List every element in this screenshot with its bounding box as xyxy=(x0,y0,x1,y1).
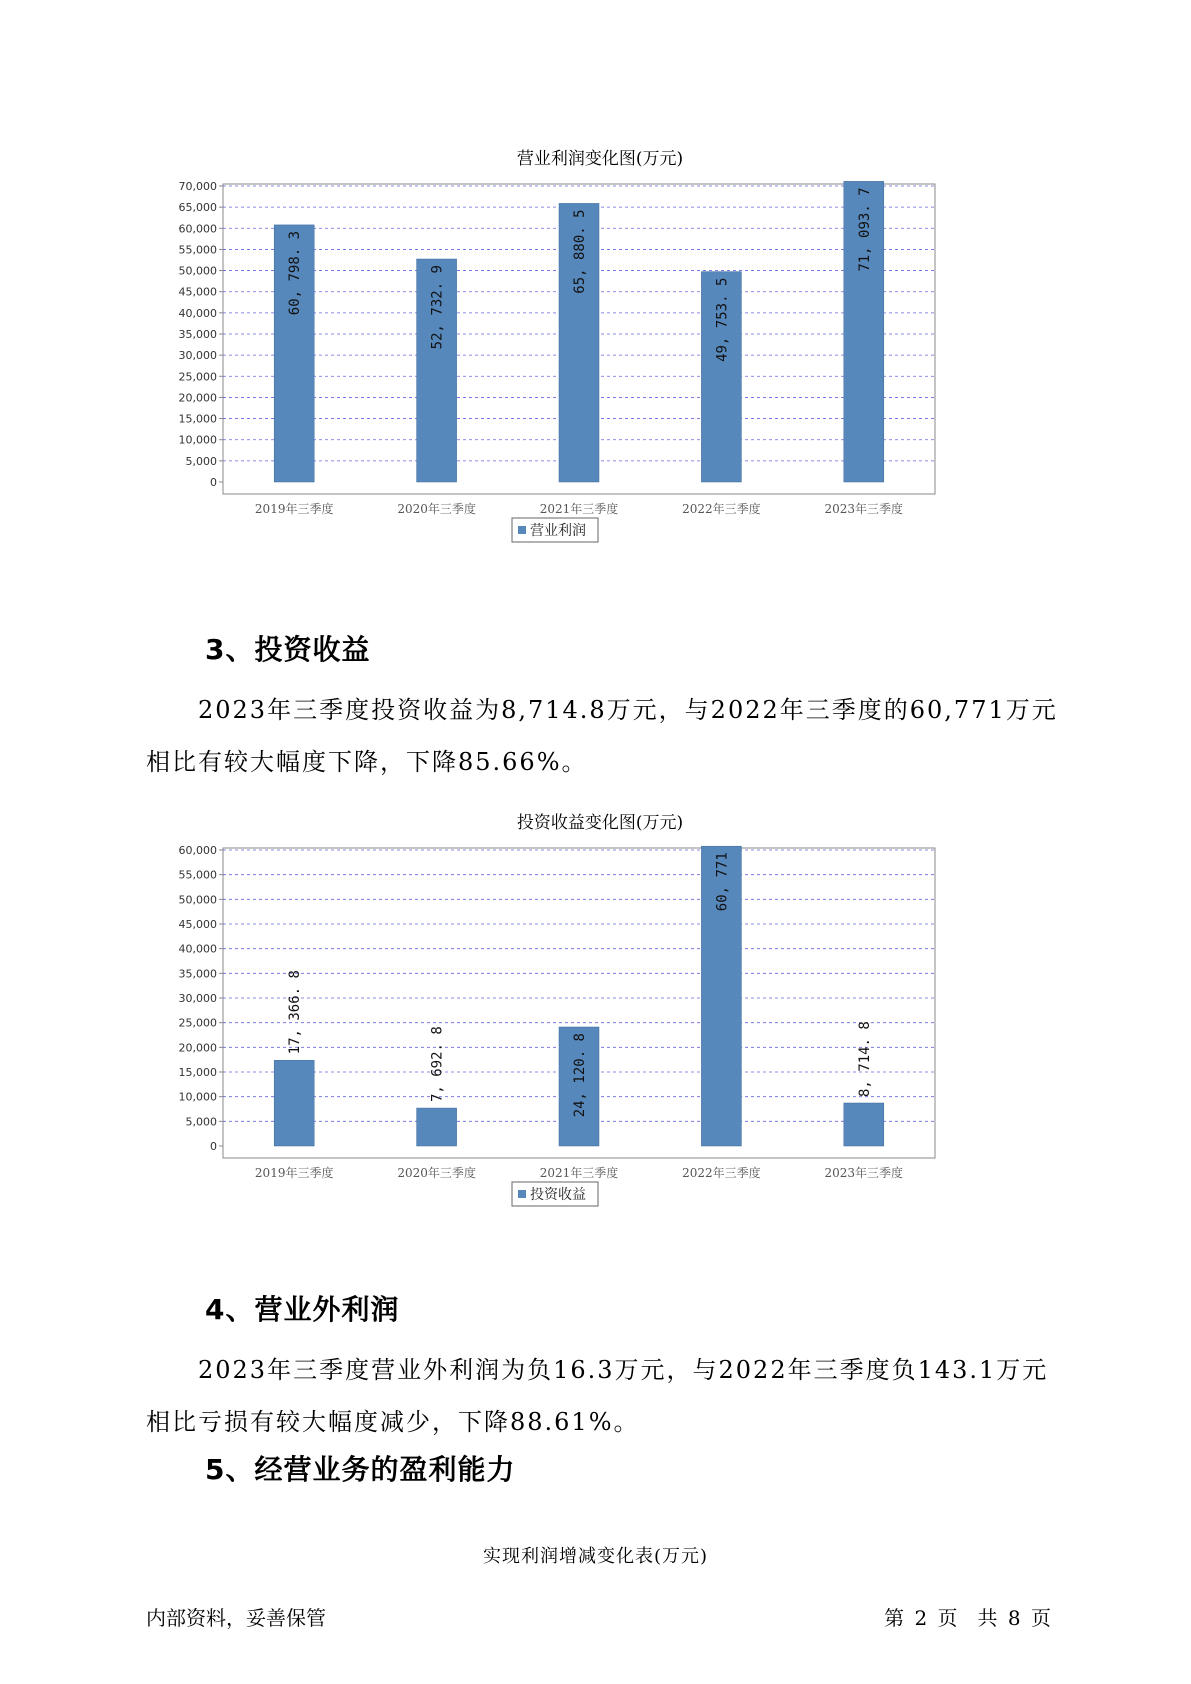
y-tick-label: 55,000 xyxy=(178,868,217,882)
bar xyxy=(417,1108,457,1146)
bar-value-label: 60, 771 xyxy=(714,852,731,912)
bar-value-label: 71, 093. 7 xyxy=(856,187,873,272)
x-tick-label: 2022年三季度 xyxy=(682,502,761,516)
section-5-heading: 5、经营业务的盈利能力 xyxy=(205,1453,516,1486)
operating-profit-chart xyxy=(160,140,1040,600)
x-tick-label: 2023年三季度 xyxy=(824,1166,904,1180)
section-3-line-1: 2023年三季度投资收益为8,714.8万元，与2022年三季度的60,771万元 xyxy=(198,696,1058,724)
y-tick-label: 25,000 xyxy=(178,1016,217,1030)
chart-title: 营业利润变化图(万元) xyxy=(516,149,684,169)
chart-title: 投资收益变化图(万元) xyxy=(516,813,684,833)
y-tick-label: 15,000 xyxy=(178,1066,217,1079)
bar-value-label: 7, 692. 8 xyxy=(429,1026,446,1103)
y-tick-label: 40,000 xyxy=(178,306,217,320)
y-tick-label: 65,000 xyxy=(178,201,217,215)
y-tick-label: 30,000 xyxy=(178,992,217,1005)
y-tick-label: 35,000 xyxy=(178,328,217,341)
bar-value-label: 60, 798. 3 xyxy=(287,230,304,316)
section-4-line-2: 相比亏损有较大幅度减少，下降88.61%。 xyxy=(146,1408,640,1436)
legend-label: 营业利润 xyxy=(530,523,586,539)
bar-value-label: 24, 120. 8 xyxy=(572,1033,588,1118)
y-tick-label: 50,000 xyxy=(178,264,217,278)
investment-income-svg xyxy=(160,804,1040,1264)
x-tick-label: 2023年三季度 xyxy=(824,502,904,516)
y-tick-label: 20,000 xyxy=(178,1041,217,1055)
legend-swatch xyxy=(518,526,526,534)
y-tick-label: 10,000 xyxy=(178,1090,217,1104)
section-4-heading: 4、营业外利润 xyxy=(205,1293,400,1326)
section-4-paragraph xyxy=(146,1344,1066,1448)
y-tick-label: 70,000 xyxy=(178,180,217,193)
y-tick-label: 45,000 xyxy=(178,918,217,931)
operating-profit-svg xyxy=(160,140,1040,600)
x-tick-label: 2021年三季度 xyxy=(539,1166,619,1180)
y-tick-label: 40,000 xyxy=(178,942,217,956)
bar-value-label: 17, 366. 8 xyxy=(287,970,304,1055)
y-tick-label: 50,000 xyxy=(178,893,217,907)
y-tick-label: 60,000 xyxy=(178,222,217,236)
legend xyxy=(512,1182,598,1206)
y-tick-label: 20,000 xyxy=(178,391,217,405)
y-tick-label: 5,000 xyxy=(185,454,217,468)
section-3-paragraph xyxy=(146,684,1066,788)
y-tick-label: 30,000 xyxy=(178,349,217,363)
footer-left: 内部资料，妥善保管 xyxy=(146,1606,326,1630)
investment-income-chart xyxy=(160,804,1040,1264)
y-tick-label: 55,000 xyxy=(178,243,217,257)
x-tick-label: 2019年三季度 xyxy=(254,502,334,516)
y-tick-label: 0 xyxy=(210,476,217,489)
x-tick-label: 2019年三季度 xyxy=(254,1166,334,1180)
legend-label: 投资收益 xyxy=(530,1187,586,1203)
x-tick-label: 2021年三季度 xyxy=(539,502,619,516)
x-tick-label: 2022年三季度 xyxy=(682,1166,761,1180)
y-tick-label: 45,000 xyxy=(178,285,217,299)
legend-swatch xyxy=(518,1190,526,1198)
section-3-line-2: 相比有较大幅度下降，下降85.66%。 xyxy=(146,748,588,776)
bar-value-label: 65, 880. 5 xyxy=(572,209,588,294)
section-3-heading: 3、投资收益 xyxy=(205,633,371,666)
bar xyxy=(844,1103,884,1146)
y-tick-label: 35,000 xyxy=(178,967,217,981)
bar-value-label: 49, 753. 5 xyxy=(714,277,731,362)
y-tick-label: 5,000 xyxy=(185,1115,217,1129)
bar-value-label: 52, 732. 9 xyxy=(429,265,446,350)
bar xyxy=(274,1060,314,1146)
x-tick-label: 2020年三季度 xyxy=(397,502,476,516)
y-tick-label: 0 xyxy=(210,1140,217,1153)
section-4-line-1: 2023年三季度营业外利润为负16.3万元，与2022年三季度负143.1万元 xyxy=(198,1356,1049,1384)
footer-page-number: 第 2 页 共 8 页 xyxy=(884,1606,1051,1630)
table-caption: 实现利润增减变化表(万元) xyxy=(482,1546,709,1567)
y-tick-label: 10,000 xyxy=(178,433,217,447)
bar-value-label: 8, 714. 8 xyxy=(856,1021,873,1098)
legend xyxy=(512,518,598,542)
y-tick-label: 60,000 xyxy=(178,844,217,857)
y-tick-label: 15,000 xyxy=(178,412,217,426)
x-tick-label: 2020年三季度 xyxy=(397,1166,476,1180)
y-tick-label: 25,000 xyxy=(178,370,217,384)
